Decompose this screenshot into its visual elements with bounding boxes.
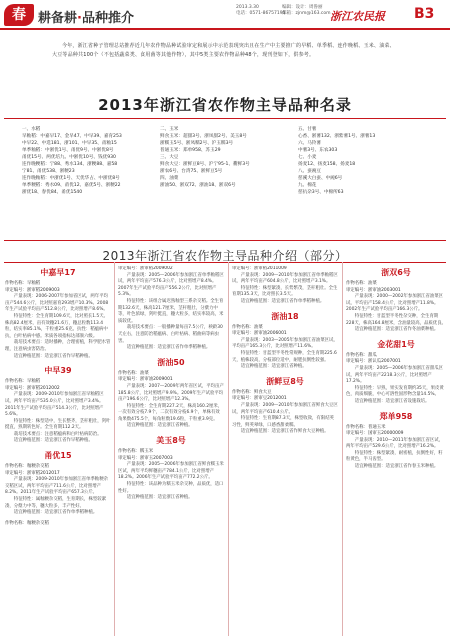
- variety-name: 中早39: [44, 366, 72, 376]
- variety-paragraph: 适宜种植范围：适宜浙江省作单季稻种植。: [126, 345, 211, 351]
- variety-paragraph: 特征特性：属籼粳杂交稻，生育期长，株型较紧凑，分蘖力中等，穗大粒多，丰产性好。: [5, 497, 107, 509]
- list-line: 二、玉米: [160, 127, 179, 132]
- variety-meta: 作物名称：油菜: [232, 324, 263, 330]
- variety-paragraph: 特征特性：该品种为糯玉米杂交种，品质优，适口性好。: [118, 482, 224, 494]
- variety-paragraph: 产量表现：2005—2006年参加浙江省甜瓜区试，两年平均亩产2218.3公斤，比对照增产17.2%。: [346, 365, 444, 385]
- variety-meta: 审定编号：浙审稻2012017: [5, 470, 60, 476]
- variety-paragraph: 产量表现：2009—2010年参加浙江省鲜食大豆区试，两年平均亩产610.4公斤。: [232, 402, 338, 415]
- spacer: [346, 334, 446, 338]
- article-column-1: [5, 266, 111, 531]
- variety-name: 郑单958: [379, 411, 413, 421]
- variety-meta: 作物名称：鲜食大豆: [232, 389, 272, 395]
- list-column-2: [160, 126, 250, 189]
- variety-meta: 审定编号：浙审稻2011009: [232, 266, 287, 271]
- variety-paragraph: 适宜种植范围：适宜浙江省种植。: [240, 364, 307, 370]
- variety-meta: 审定编号：浙审油2009001: [118, 377, 173, 383]
- variety-name: 浙油50: [157, 357, 185, 367]
- masthead-meta-right: [282, 5, 330, 17]
- spacer: [346, 406, 446, 410]
- paper-logo: 浙江农民报: [330, 10, 385, 23]
- variety-paragraph: 产量表现：2000—2002年参加浙江省油菜区试，平均亩产158.4公斤，比对照增产11.8%。2002年生产试验平均亩产166.3公斤。: [346, 294, 444, 313]
- list-line: 单季粳稻：秀水09、甬优12、嘉优5号、浙粳22: [22, 183, 121, 188]
- list-line: 四、油菜: [160, 176, 179, 181]
- variety-paragraph: 特征特性：株型紧凑，长势繁茂，茎秆粗壮。全生育期135.3天，比对照长3.5天。: [232, 285, 338, 298]
- variety-paragraph: 产量表现：2005—2006年参加浙江省鲜食糯玉米区试，两年平均鲜穗亩产784.1公斤，比对照增产18.2%。2006年生产试验平均亩产772.2公斤。: [118, 462, 224, 481]
- hotline: 电话：0571-86757195: [236, 11, 286, 16]
- divider: [4, 118, 446, 119]
- spacer: [232, 436, 338, 440]
- list-line: 慈溪大白蚕、中豌6号: [298, 176, 343, 181]
- variety-paragraph: 适宜种植范围：适宜浙江省作单季稻种植。: [13, 510, 98, 516]
- list-line: 浙农6号、台湾75、浙鲜豆5号: [160, 169, 223, 174]
- variety-paragraph: 产量表现：2010—2011年参加浙江省区试，两年平均亩产529.6公斤，比对照增产16.2%。: [346, 437, 444, 450]
- subsection-name: 品种推介: [81, 11, 134, 26]
- editor-credit: 编辑：设计：周鲁丽: [282, 5, 323, 10]
- spacer: [5, 527, 111, 531]
- variety-paragraph: 适宜种植范围：适宜浙江省作鲜食大豆种植。: [240, 429, 329, 435]
- column-divider: [342, 262, 343, 636]
- list-line: 鲜食玉米：超甜3号、浙凤甜2号、美玉8号: [160, 134, 247, 139]
- variety-paragraph: 特征特性：生育期87.3天，株型收敛，有限结荚习性，鲜荚翠绿，口感香甜柔糯。: [232, 416, 334, 428]
- variety-meta: 审定编号：浙审稻2009002: [118, 266, 173, 271]
- list-line: 扬麦12、扬麦158、扬麦18: [298, 162, 356, 167]
- variety-paragraph: 栽培技术要点：适时播种，合理密植，科学肥水管理，注意病虫害防治。: [5, 340, 111, 352]
- variety-meta: 审定编号：浙审玉2007003: [118, 455, 173, 461]
- variety-name: 浙双6号: [381, 268, 411, 277]
- spacer: [118, 430, 224, 434]
- variety-meta: 审定编号：浙审稻2009003: [5, 287, 60, 293]
- variety-meta: 作物名称：油菜: [346, 281, 377, 286]
- intro-paragraph: 今年，浙江省种子管理总站推荐近几年农作物品种试验审定和展示中示范表现突出且在生产中主要推广的早稻、单季稻、连作晚稻、玉米、油菜、大豆等品种共100个（不包括蔬菜类、食用菌等其他作物），其中5类主要农作物品种48个，现刊登如下，供参考。: [52, 43, 395, 58]
- variety-paragraph: 特征特性：全生育期227.2天，株高160.2厘米，一次有效分枝7.9个，二次有效分枝6.9个，单株有效角果数475.5个，每角粒数19.6粒，千粒重3.9克。: [118, 403, 223, 422]
- variety-paragraph: 适宜种植范围：适宜浙江省种植。: [126, 423, 193, 429]
- variety-name: 美玉8号: [156, 436, 186, 446]
- variety-meta: 审定编号：浙认瓜2007001: [346, 359, 401, 365]
- list-line: 中薯3号、东农303: [298, 148, 338, 153]
- variety-meta: 审定编号：浙审豆2012001: [232, 396, 287, 402]
- variety-name: 金花甜1号: [377, 339, 415, 349]
- variety-meta: 审定编号：浙审油2003001: [346, 287, 401, 293]
- variety-name: 浙鲜豆8号: [266, 376, 304, 386]
- variety-paragraph: 产量表现：2009-2010年参加浙江省单季籼粳杂交稻区试，两年平均亩产711.6公斤，比对照增产8.2%。2011年生产试验平均亩产657.3公斤。: [5, 477, 108, 496]
- list-line: 九、棉花: [298, 183, 317, 188]
- variety-paragraph: 适宜种植范围：适宜浙江省作早稻种植。: [13, 353, 93, 359]
- issue-date: 2013.3.30: [236, 5, 259, 10]
- spacer: [5, 445, 111, 449]
- list-line: 普通玉米：郑单958、苏玉29: [160, 148, 221, 153]
- list-line: 一、水稻: [22, 127, 41, 132]
- intro-title: 2013年浙江省农作物主导品种介绍（部分）: [102, 249, 348, 263]
- variety-paragraph: 适宜种植范围：适宜浙江省作冬油菜种植。: [354, 327, 439, 333]
- column-divider: [228, 262, 229, 636]
- variety-meta: 作物名称：油菜: [118, 370, 149, 376]
- variety-paragraph: 特征特性：甘蓝型半冬性常规种，全生育期225.6天，植株较高，分枝部位适中，耐肥抗倒性较强。: [232, 350, 337, 363]
- list-line: 连作晚籼稻：中浙优1号、天优华占、中浙优8号: [22, 176, 120, 181]
- spacer: [5, 360, 111, 364]
- spacer: [232, 371, 338, 375]
- list-line: 心香、浙薯132、浙紫薯1号、浙薯13: [298, 134, 376, 139]
- list-line: 中早22、中选181、浙101、中早35、甬籼15: [22, 141, 117, 146]
- list-title: 2013年浙江省农作物主导品种名录: [98, 96, 352, 114]
- divider: [4, 262, 446, 263]
- variety-meta: 审定编号：国审玉20000009: [346, 431, 404, 437]
- variety-paragraph: 适宜种植范围：适宜浙江省作春玉米种植。: [354, 464, 439, 470]
- variety-meta: 作物名称：早籼稻: [5, 281, 41, 286]
- variety-paragraph: 栽培技术要点：一般播种量每亩7.5公斤，秧龄30天左右，注意防治稻瘟病、白叶枯病、稻曲病等病虫害。: [118, 325, 223, 344]
- list-line: 早籼稻：中嘉早17、金早47、中早39、嘉育253: [22, 134, 122, 139]
- variety-paragraph: 适宜种植范围：适宜浙江省作早稻种植。: [13, 438, 93, 444]
- list-line: 单季籼稻：中浙优1号、甬优9号、中浙优8号: [22, 148, 114, 153]
- variety-paragraph: 特征特性：该组合属迟熟籼型三系杂交稻。全生育期132.6天，株高121.7厘米，茎秆粗壮，分蘖力中等，叶色浓绿，剑叶挺直，穗大粒多，结实率较高，米质较优。: [118, 298, 224, 324]
- variety-meta: 作物名称：早籼稻: [5, 379, 41, 385]
- list-line: 慈抗杂3号、中棉所63: [298, 190, 344, 195]
- list-line: 五、甘薯: [298, 127, 317, 132]
- list-line: 六、马铃薯: [298, 141, 321, 146]
- variety-paragraph: 适宜种植范围：适宜浙江省种植。: [126, 495, 193, 501]
- list-line: 三、大豆: [160, 155, 179, 160]
- section-title: [38, 7, 134, 26]
- variety-name: 甬优15: [44, 451, 72, 461]
- variety-name: 浙油18: [271, 311, 299, 321]
- spacer: [346, 471, 446, 475]
- list-line: 甬优15号、两优培九、中浙优10号、钱优930: [22, 155, 116, 160]
- variety-paragraph: 产量表现：2003—2005年参加浙江省油菜区试，平均亩产165.3公斤，比对照增产11.6%。: [232, 337, 338, 350]
- section-separator: ·: [77, 11, 82, 26]
- variety-meta: 作物名称：糯玉米: [118, 449, 154, 455]
- article-column-4: [346, 266, 446, 475]
- variety-paragraph: 产量表现：2009-2010年参加浙江省早籼稻区试，两年平均亩产535.0公斤，比对照增产3.4%。2011年生产试验平均亩产514.3公斤，比对照增产5.6%。: [5, 392, 104, 418]
- list-line: 八、蚕豌豆: [298, 169, 321, 174]
- variety-paragraph: 产量表现：2009—2010年参加浙江省单季籼稻区试，两年平均亩产604.8公斤，比对照增产3.1%。: [232, 272, 338, 285]
- masthead: [0, 0, 450, 30]
- variety-meta: 作物名称：籼粳杂交稻: [5, 520, 49, 526]
- variety-paragraph: 特征特性：全生育期109.6天，比对照长1.5天。株高82.4厘米，亩有效穗21.6万，穗总粒数113.4粒，结实率85.1%，千粒重25.6克。抗性：稻瘟病中抗，白叶枯病中感。米质各项指标达部颁六级。: [5, 313, 108, 339]
- variety-paragraph: 产量表现：2006-2007年参加省区试，两年平均亩产544.6公斤，比对照嘉育293增产10.3%。2008年生产试验平均亩产512.8公斤，比对照增产8.6%。: [5, 294, 109, 313]
- variety-meta: 作物名称：籼粳杂交稻: [5, 464, 49, 470]
- spacer: [118, 352, 224, 356]
- list-line: 宁81、甬优538、浙粳23: [22, 169, 75, 174]
- list-line: 浙油50、浙双72、浙油18、浙双6号: [160, 183, 236, 188]
- section-name: 耕备耕: [38, 11, 78, 26]
- list-line: 七、小麦: [298, 155, 317, 160]
- divider: [4, 240, 446, 241]
- variety-paragraph: 适宜种植范围：适宜浙江省设施栽培。: [354, 398, 430, 404]
- list-column-1: [22, 126, 122, 196]
- spacer: [118, 502, 224, 506]
- spacer: [232, 306, 338, 310]
- variety-paragraph: 产量表现：2007—2009年两年省区试，平均亩产185.8公斤，比对照增产9.9%。2009年生产试验平均亩产196.6公斤，比对照增产12.3%。: [118, 383, 224, 403]
- list-line: 连作晚粳稻：宁88、秀水134、浙粳88、嘉58: [22, 162, 118, 167]
- season-badge: 春: [4, 4, 34, 26]
- variety-meta: 作物名称：甜瓜: [346, 352, 377, 358]
- email: 邮箱：zjnm@163.com: [282, 11, 331, 16]
- page-number: B3: [414, 6, 435, 22]
- variety-paragraph: 特征特性：早熟，果实发育期约35天，果皮黄色，肉质细脆，中心可溶性固形物含量14.5%。: [346, 385, 444, 398]
- variety-name: 中嘉早17: [40, 268, 76, 277]
- variety-paragraph: 适宜种植范围：适宜浙江省作单季稻种植。: [240, 298, 325, 304]
- list-line: 鲜食大豆：浙鲜豆8号、沪宁95-1、衢鲜3号: [160, 162, 250, 167]
- masthead-meta-left: [236, 5, 285, 17]
- article-column-2: [118, 266, 224, 506]
- column-divider: [114, 262, 115, 636]
- article-column-3: [232, 266, 338, 440]
- list-line: 浙糯玉5号、浙凤糯2号、沪玉糯3号: [160, 141, 234, 146]
- variety-paragraph: 特征特性：株型适中，生长整齐，茎秆粗壮，剑叶挺直，熟期转色好。全生育期112.2天。: [5, 418, 111, 431]
- variety-paragraph: 特征特性：甘蓝型半冬性杂交种，全生育期228天，株高164.8厘米，含油量较高，品质优良。: [346, 313, 446, 326]
- variety-meta: 审定编号：浙审稻2012002: [5, 385, 60, 391]
- list-column-3: [298, 126, 375, 196]
- variety-paragraph: 产量表现：2005—2006年参加浙江省单季籼稻区试，两年平均亩产576.3公斤，比对照增产8.4%。2007年生产试验平均亩产556.2公斤，比对照增产5.3%。: [118, 272, 224, 298]
- variety-paragraph: 特征特性：株型紧凑，耐密植，抗倒性好，籽粒黄色，半马齿型。: [346, 450, 443, 463]
- variety-paragraph: 栽培技术要点：注意稻瘟病和白叶枯病防治。: [13, 431, 102, 437]
- list-line: 浙优18、春优84、甬优1540: [22, 190, 83, 195]
- variety-meta: 作物名称：普通玉米: [346, 424, 386, 430]
- variety-meta: 审定编号：浙审油2006001: [232, 331, 287, 337]
